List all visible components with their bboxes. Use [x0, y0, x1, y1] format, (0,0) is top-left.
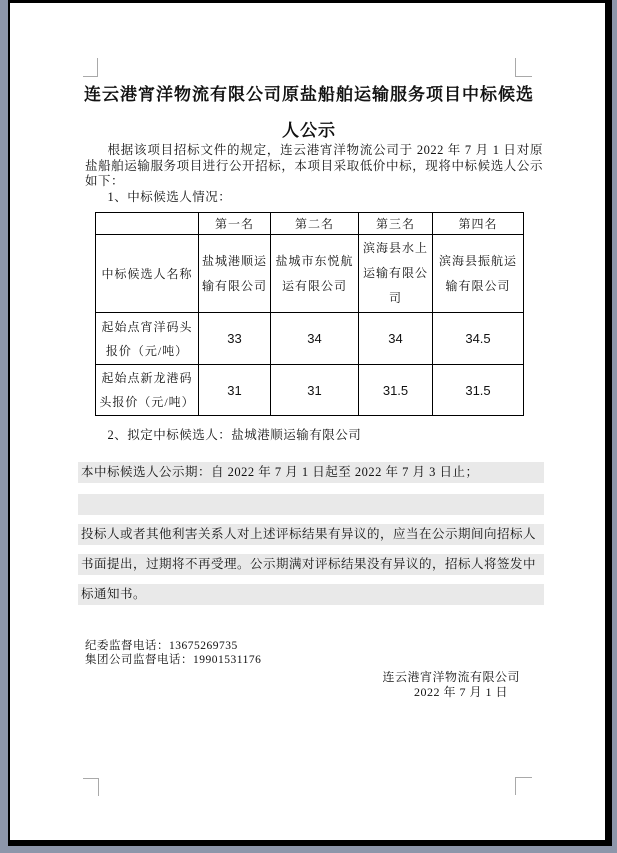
- rank-header-cell: 第四名: [433, 213, 524, 235]
- price-cell: 34: [271, 313, 359, 365]
- margin-mark-bottom-right: [515, 777, 532, 795]
- publicity-period-line: 本中标候选人公示期：自 2022 年 7 月 1 日起至 2022 年 7 月 3 日止；: [78, 462, 544, 483]
- document-page: [8, 0, 612, 846]
- signature-block: [85, 670, 520, 700]
- table-row: [96, 235, 524, 313]
- row-label-cell: 起始点新龙港码头报价（元/吨）: [96, 365, 199, 416]
- signature-date: 2022 年 7 月 1 日: [413, 685, 508, 699]
- rank-header-cell: 第二名: [271, 213, 359, 235]
- price-cell: 31.5: [433, 365, 524, 416]
- rank-header-cell: 第三名: [359, 213, 433, 235]
- candidate-name-cell: 盐城港顺运输有限公司: [199, 235, 271, 313]
- row-label-cell: 中标候选人名称: [96, 235, 199, 313]
- row-label-cell: 起始点宵洋码头报价（元/吨）: [96, 313, 199, 365]
- price-cell: 31: [199, 365, 271, 416]
- discipline-hotline-line: 纪委监督电话：13675269735: [85, 640, 238, 652]
- margin-mark-top-left: [83, 58, 98, 77]
- candidate-name-cell: 盐城市东悦航运有限公司: [271, 235, 359, 313]
- margin-mark-top-right: [515, 58, 532, 77]
- group-hotline-line: 集团公司监督电话：19901531176: [85, 653, 262, 666]
- margin-mark-bottom-left: [83, 778, 99, 796]
- table-row: [96, 313, 524, 365]
- section1-heading: 1、中标候选人情况：: [107, 190, 232, 204]
- price-cell: 31: [271, 365, 359, 416]
- candidate-name-cell: 滨海县振航运输有限公司: [433, 235, 524, 313]
- objection-line: 书面提出，过期将不再受理。公示期满对评标结果没有异议的，招标人将签发中: [78, 554, 544, 575]
- highlight-empty-line: [78, 494, 544, 515]
- objection-line: 标通知书。: [78, 584, 544, 605]
- contact-block: [85, 640, 261, 667]
- intro-paragraph: 根据该项目招标文件的规定，连云港宵洋物流公司于 2022 年 7 月 1 日对原盐船舶运输服务项目进行公开招标，本项目采取低价中标，现将中标候选人公示如下：: [85, 143, 543, 188]
- candidate-name-cell: 滨海县水上运输有限公司: [359, 235, 433, 313]
- candidates-table: [95, 212, 524, 416]
- table-header-row: [96, 213, 524, 235]
- section2-text: 2、拟定中标候选人：盐城港顺运输有限公司: [107, 428, 362, 442]
- signature-company: 连云港宵洋物流有限公司: [382, 670, 520, 684]
- price-cell: 31.5: [359, 365, 433, 416]
- document-title: 连云港宵洋物流有限公司原盐船舶运输服务项目中标候选人公示: [84, 85, 534, 140]
- price-cell: 34: [359, 313, 433, 365]
- objection-line: 投标人或者其他利害关系人对上述评标结果有异议的，应当在公示期间向招标人: [78, 524, 544, 545]
- corner-header-cell: [96, 213, 199, 235]
- price-cell: 34.5: [433, 313, 524, 365]
- table-row: [96, 365, 524, 416]
- price-cell: 33: [199, 313, 271, 365]
- rank-header-cell: 第一名: [199, 213, 271, 235]
